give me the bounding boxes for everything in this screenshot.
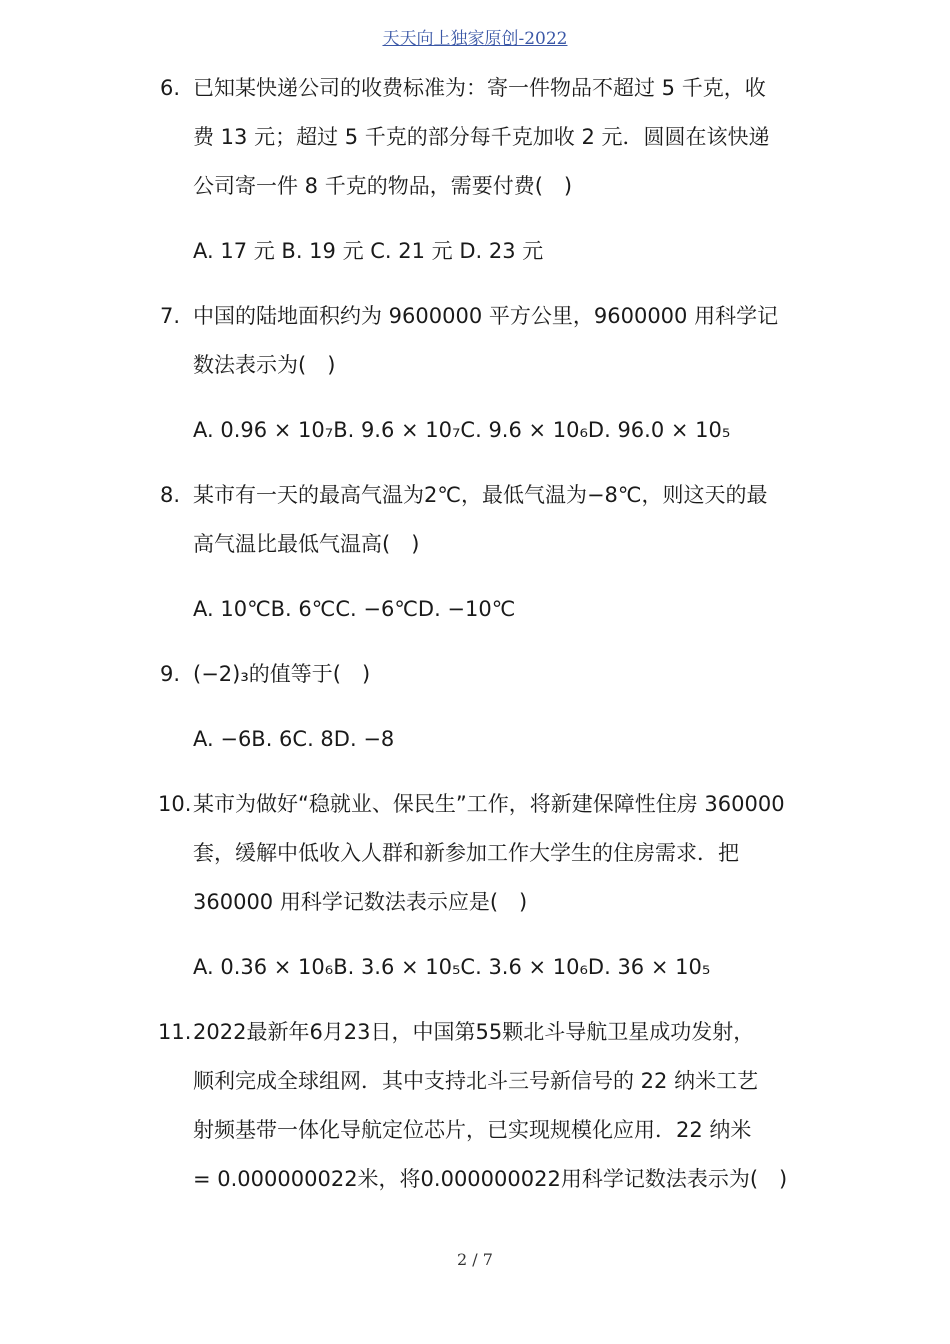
question-options: A. 0.96 × 10₇B. 9.6 × 10₇C. 9.6 × 10₆D. 96.0 × 10₅ xyxy=(193,418,731,442)
question-line: 费 13 元；超过 5 千克的部分每千克加收 2 元．圆圆在该快递 xyxy=(193,125,770,149)
question-options: A. −6B. 6C. 8D. −8 xyxy=(193,727,395,751)
question-number: 11. xyxy=(158,1020,192,1044)
question-10 xyxy=(160,780,800,992)
question-line: 套，缓解中低收入人群和新参加工作大学生的住房需求．把 xyxy=(193,841,739,865)
question-line: 高气温比最低气温高( ) xyxy=(193,532,420,556)
question-8 xyxy=(160,471,800,634)
question-number: 10. xyxy=(158,792,192,816)
question-line: (−2)₃的值等于( ) xyxy=(193,662,371,686)
question-7 xyxy=(160,292,800,455)
question-number: 6. xyxy=(160,76,181,100)
question-number: 8. xyxy=(160,483,181,507)
question-line: 360000 用科学记数法表示应是( ) xyxy=(193,890,528,914)
question-11 xyxy=(160,1008,800,1204)
page-number: 2 / 7 xyxy=(457,1250,493,1269)
question-number: 7. xyxy=(160,304,181,328)
question-line: 已知某快递公司的收费标准为：寄一件物品不超过 5 千克，收 xyxy=(193,76,766,100)
question-options: A. 17 元 B. 19 元 C. 21 元 D. 23 元 xyxy=(193,239,544,263)
question-line: 中国的陆地面积约为 9600000 平方公里，9600000 用科学记 xyxy=(193,304,779,328)
question-line: 某市有一天的最高气温为2℃，最低气温为−8℃，则这天的最 xyxy=(193,483,768,507)
question-options: A. 10℃B. 6℃C. −6℃D. −10℃ xyxy=(193,597,516,621)
question-list xyxy=(160,64,800,1220)
question-line: = 0.000000022米，将0.000000022用科学记数法表示为( ) xyxy=(193,1167,788,1191)
question-6 xyxy=(160,64,800,276)
question-line: 某市为做好“稳就业、保民生”工作，将新建保障性住房 360000 xyxy=(193,792,785,816)
question-line: 2022最新年6月23日，中国第55颗北斗导航卫星成功发射， xyxy=(193,1020,755,1044)
question-9 xyxy=(160,650,800,764)
question-line: 公司寄一件 8 千克的物品，需要付费( ) xyxy=(193,174,573,198)
question-line: 数法表示为( ) xyxy=(193,353,336,377)
question-line: 顺利完成全球组网．其中支持北斗三号新信号的 22 纳米工艺 xyxy=(193,1069,759,1093)
page-header: 天天向上独家原创-2022 xyxy=(382,29,568,49)
question-line: 射频基带一体化导航定位芯片，已实现规模化应用．22 纳米 xyxy=(193,1118,752,1142)
question-number: 9. xyxy=(160,662,181,686)
question-options: A. 0.36 × 10₆B. 3.6 × 10₅C. 3.6 × 10₆D. 36 × 10₅ xyxy=(193,955,711,979)
